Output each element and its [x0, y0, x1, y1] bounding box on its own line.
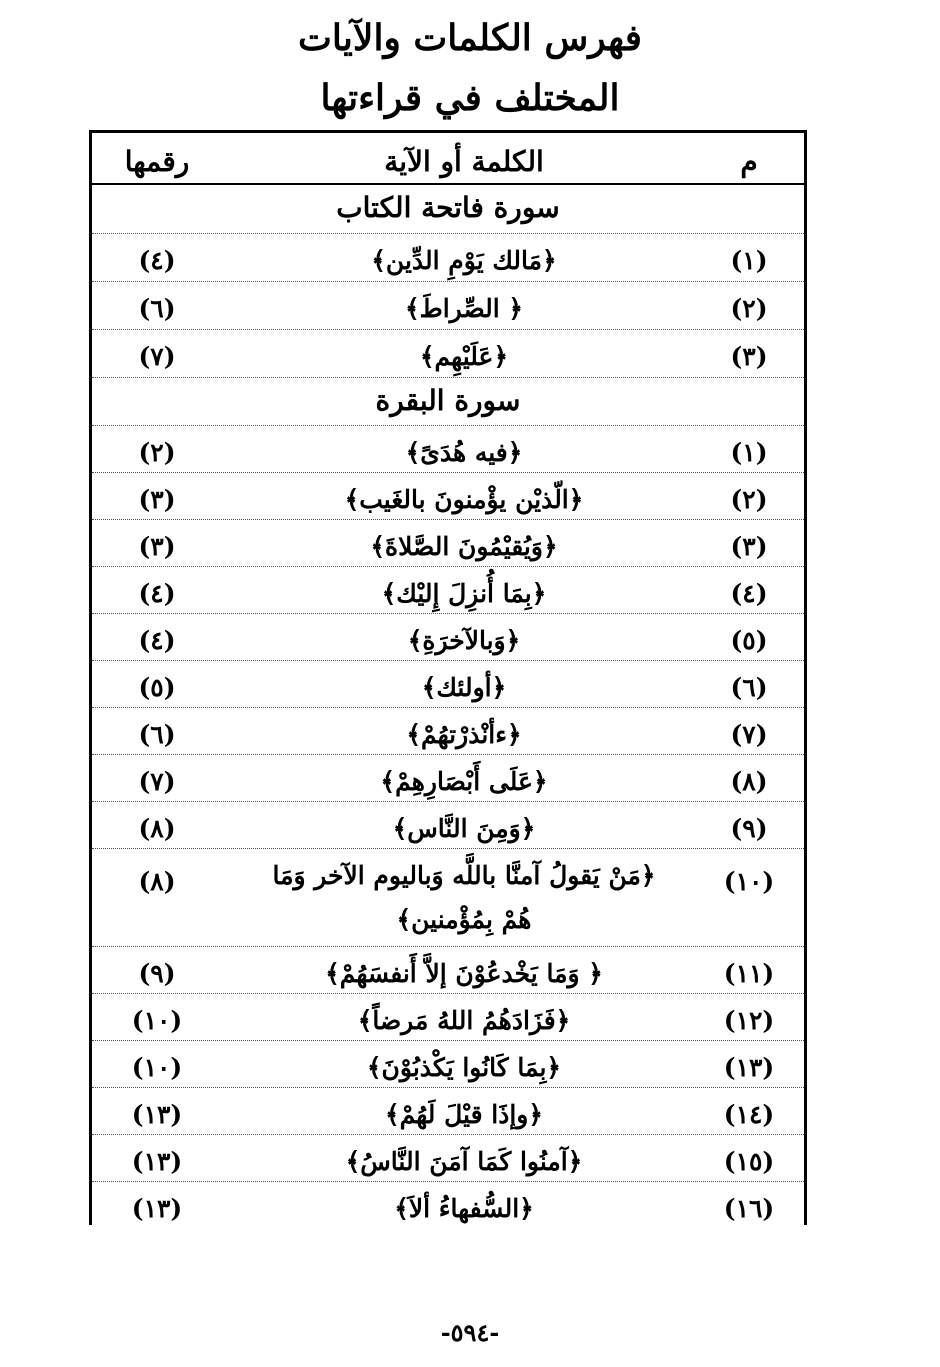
- row-num: (٤): [730, 579, 768, 608]
- row-ref: (٧): [138, 767, 176, 796]
- row-ref: (٥): [138, 673, 176, 702]
- row-text: ﴿بِمَا كَانُوا يَكْذبُوْنَ﴾: [366, 1053, 562, 1082]
- row-ref: (٦): [138, 720, 176, 749]
- row-text: ﴿مَالك يَوْمِ الدِّين﴾: [371, 246, 557, 275]
- row-ref: (٢): [138, 438, 176, 467]
- row-text: ﴿أولئك﴾: [421, 673, 507, 702]
- row-num: (١٢): [723, 1006, 775, 1035]
- table-row: [92, 801, 804, 849]
- row-ref: (٩): [138, 959, 176, 988]
- surah-title: سورة البقرة: [375, 384, 521, 417]
- table-row: [92, 946, 804, 994]
- row-text: ﴿ وَمَا يَخْدعُوْنَ إلاَّ أَنفسَهُمْ﴾: [325, 959, 603, 988]
- row-num: (٦): [730, 673, 768, 702]
- surah-heading: [92, 377, 804, 426]
- row-num: (١٥): [723, 1147, 775, 1176]
- row-num: (٧): [730, 720, 768, 749]
- table-row: [92, 613, 804, 661]
- row-text: ﴿ الصِّراطَ﴾: [404, 294, 524, 323]
- row-num: (١١): [723, 959, 775, 988]
- row-text: ﴿عَلَيْهِم﴾: [419, 342, 509, 371]
- row-ref: (١٣): [131, 1194, 183, 1223]
- row-text: ﴿ءأنْذرْتهُمْ﴾: [406, 720, 522, 749]
- table-row: [92, 754, 804, 802]
- row-ref: (١٣): [131, 1100, 183, 1129]
- row-num: (٥): [730, 626, 768, 655]
- row-num: (٩): [730, 814, 768, 843]
- header-ref: رقمها: [124, 145, 190, 178]
- table-row: [92, 519, 804, 567]
- row-num: (٣): [730, 532, 768, 561]
- table-row: [92, 566, 804, 614]
- row-num: (١): [730, 246, 768, 275]
- page-subtitle: المختلف في قراءتها: [320, 77, 620, 119]
- row-ref: (١٣): [131, 1147, 183, 1176]
- row-ref: (٣): [138, 485, 176, 514]
- row-ref: (٧): [138, 342, 176, 371]
- row-ref: (٤): [138, 579, 176, 608]
- row-num: (١٣): [723, 1053, 775, 1082]
- row-text: ﴿عَلَى أَبْصَارِهِمْ﴾: [380, 767, 548, 796]
- row-num: (١): [730, 438, 768, 467]
- row-num: (١٤): [723, 1100, 775, 1129]
- surah-title: سورة فاتحة الكتاب: [336, 191, 560, 224]
- row-num: (١٦): [723, 1194, 775, 1223]
- row-num: (٢): [730, 485, 768, 514]
- row-text: ﴿آمنُوا كَمَا آمَنَ النَّاسُ﴾: [345, 1147, 583, 1176]
- table-row: [92, 425, 804, 473]
- page-number: -٥٩٤-: [440, 1318, 500, 1347]
- row-text: ﴿وَبالآخرَةِ﴾: [407, 626, 521, 655]
- row-text: ﴿وَمِنَ النَّاس﴾: [392, 814, 536, 843]
- surah-heading: [92, 183, 804, 234]
- row-ref: (٣): [138, 532, 176, 561]
- table-row: [92, 1181, 804, 1228]
- table-row: [92, 233, 804, 282]
- table-row: [92, 1134, 804, 1182]
- table-row: [92, 1040, 804, 1088]
- row-text: ﴿فيه هُدَىً﴾: [405, 438, 523, 467]
- table-row: [92, 281, 804, 330]
- header-num: م: [740, 145, 758, 178]
- row-ref: (١٠): [131, 1053, 183, 1082]
- row-text: ﴿السُّفهاءُ ألاَ﴾: [394, 1194, 534, 1223]
- row-ref: (١٠): [131, 1006, 183, 1035]
- row-num: (٨): [730, 767, 768, 796]
- row-ref: (٤): [138, 626, 176, 655]
- row-text: ﴿الّذيْن يؤْمنونَ بالغَيب﴾: [344, 485, 584, 514]
- table-row: [92, 848, 804, 947]
- row-text: ﴿مَنْ يَقولُ آمنَّا باللَّه وَباليوم الآخر وَمَا هُمْ بِمُؤْمنين﴾: [272, 861, 656, 934]
- table-row: [92, 329, 804, 378]
- row-num: (١٠): [723, 867, 775, 896]
- row-text: ﴿بِمَا أُنزِلَ إِليْك﴾: [381, 579, 547, 608]
- table-row: [92, 993, 804, 1041]
- table-row: [92, 1087, 804, 1135]
- header-text: الكلمة أو الآية: [384, 145, 544, 178]
- row-num: (٣): [730, 342, 768, 371]
- row-text: ﴿فَزَادَهُمُ اللهُ مَرضاً﴾: [357, 1006, 571, 1035]
- table-header: [92, 133, 804, 185]
- table-row: [92, 472, 804, 520]
- table-row: [92, 660, 804, 708]
- row-ref: (٨): [138, 814, 176, 843]
- row-num: (٢): [730, 294, 768, 323]
- row-ref: (٤): [138, 246, 176, 275]
- page-title: فهرس الكلمات والآيات: [298, 17, 642, 59]
- table-row: [92, 707, 804, 755]
- row-text: ﴿وإذَا قيْلَ لَهُمْ﴾: [384, 1100, 543, 1129]
- row-ref: (٨): [138, 867, 176, 896]
- index-table: [89, 130, 807, 1225]
- row-text: ﴿وَيُقيْمُونَ الصَّلاةَ﴾: [370, 532, 558, 561]
- row-ref: (٦): [138, 294, 176, 323]
